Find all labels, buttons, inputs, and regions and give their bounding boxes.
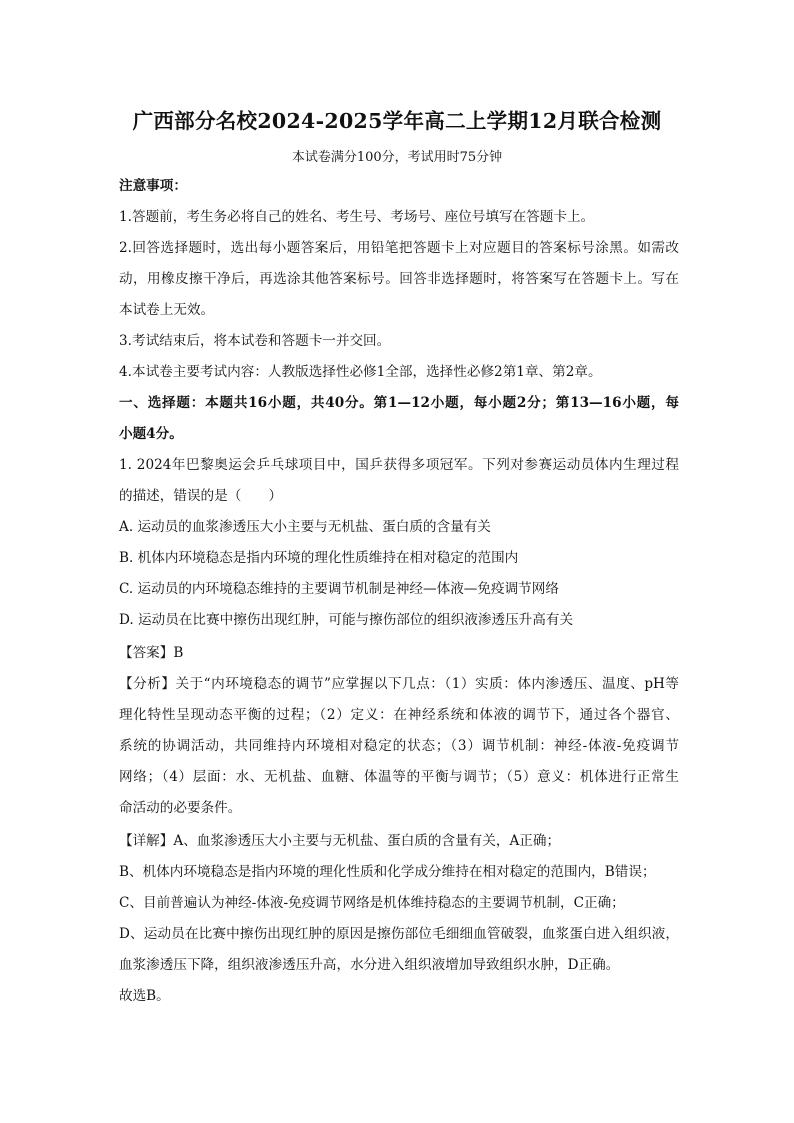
detail-line: D、运动员在比赛中擦伤出现红肿的原因是擦伤部位毛细细血管破裂，血浆蛋白进入组织液， (119, 926, 679, 942)
notice-line: 3.考试结束后，将本试卷和答题卡一并交回。 (119, 333, 391, 349)
option-d: D. 运动员在比赛中擦伤出现红肿，可能与擦伤部位的组织液渗透压升高有关 (119, 612, 574, 628)
detail-line: 血浆渗透压下降，组织液渗透压升高，水分进入组织液增加导致组织水肿，D正确。 (119, 957, 620, 973)
question-stem: 1. 2024年巴黎奥运会乒乓球项目中，国乒获得多项冠军。下列对参赛运动员体内生理过程 (119, 457, 679, 473)
answer-line: 【答案】B (119, 645, 184, 661)
notice-line: 1.答题前，考生务必将自己的姓名、考生号、考场号、座位号填写在答题卡上。 (119, 209, 595, 225)
notice-heading: 注意事项： (119, 178, 187, 194)
detail-line: B、机体内环境稳态是指内环境的理化性质和化学成分维持在相对稳定的范围内，B错误； (119, 864, 656, 880)
section-heading: 一、选择题：本题共16小题，共40分。第1—12小题，每小题2分；第13—16小题，每 (119, 395, 679, 411)
notice-line: 4.本试卷主要考试内容：人教版选择性必修1全部，选择性必修2第1章、第2章。 (119, 364, 602, 380)
question-stem: 的描述，错误的是（ ） (119, 488, 283, 504)
option-a: A. 运动员的血浆渗透压大小主要与无机盐、蛋白质的含量有关 (119, 519, 491, 535)
option-c: C. 运动员的内环境稳态维持的主要调节机制是神经—体液—免疫调节网络 (119, 581, 559, 597)
detail-line: 【详解】A、血浆渗透压大小主要与无机盐、蛋白质的含量有关，A正确； (119, 833, 561, 849)
section-heading: 小题4分。 (119, 426, 183, 442)
detail-line: C、目前普遍认为神经-体液-免疫调节网络是机体维持稳态的主要调节机制，C正确； (119, 895, 625, 911)
analysis-line: 系统的协调活动，共同维持内环境相对稳定的状态；（3）调节机制：神经-体液-免疫调节 (119, 738, 679, 754)
option-b: B. 机体内环境稳态是指内环境的理化性质维持在相对稳定的范围内 (119, 550, 519, 566)
page-title: 广西部分名校2024-2025学年高二上学期12月联合检测 (132, 109, 662, 133)
analysis-line: 【分析】关于“内环境稳态的调节”应掌握以下几点：（1）实质：体内渗透压、温度、pH等 (119, 676, 679, 692)
notice-line: 2.回答选择题时，选出每小题答案后，用铅笔把答题卡上对应题目的答案标号涂黑。如需改 (119, 240, 679, 256)
notice-line: 本试卷上无效。 (119, 302, 215, 318)
analysis-line: 理化特性呈现动态平衡的过程；（2）定义：在神经系统和体液的调节下，通过各个器官、 (119, 707, 679, 723)
exam-subtitle: 本试卷满分100分，考试用时75分钟 (291, 150, 503, 165)
detail-line: 故选B。 (119, 988, 170, 1004)
analysis-line: 网络；（4）层面：水、无机盐、血糖、体温等的平衡与调节；（5）意义：机体进行正常生 (119, 769, 679, 785)
analysis-line: 命活动的必要条件。 (119, 800, 242, 816)
notice-line: 动，用橡皮擦干净后，再选涂其他答案标号。回答非选择题时，将答案写在答题卡上。写在 (119, 271, 679, 287)
